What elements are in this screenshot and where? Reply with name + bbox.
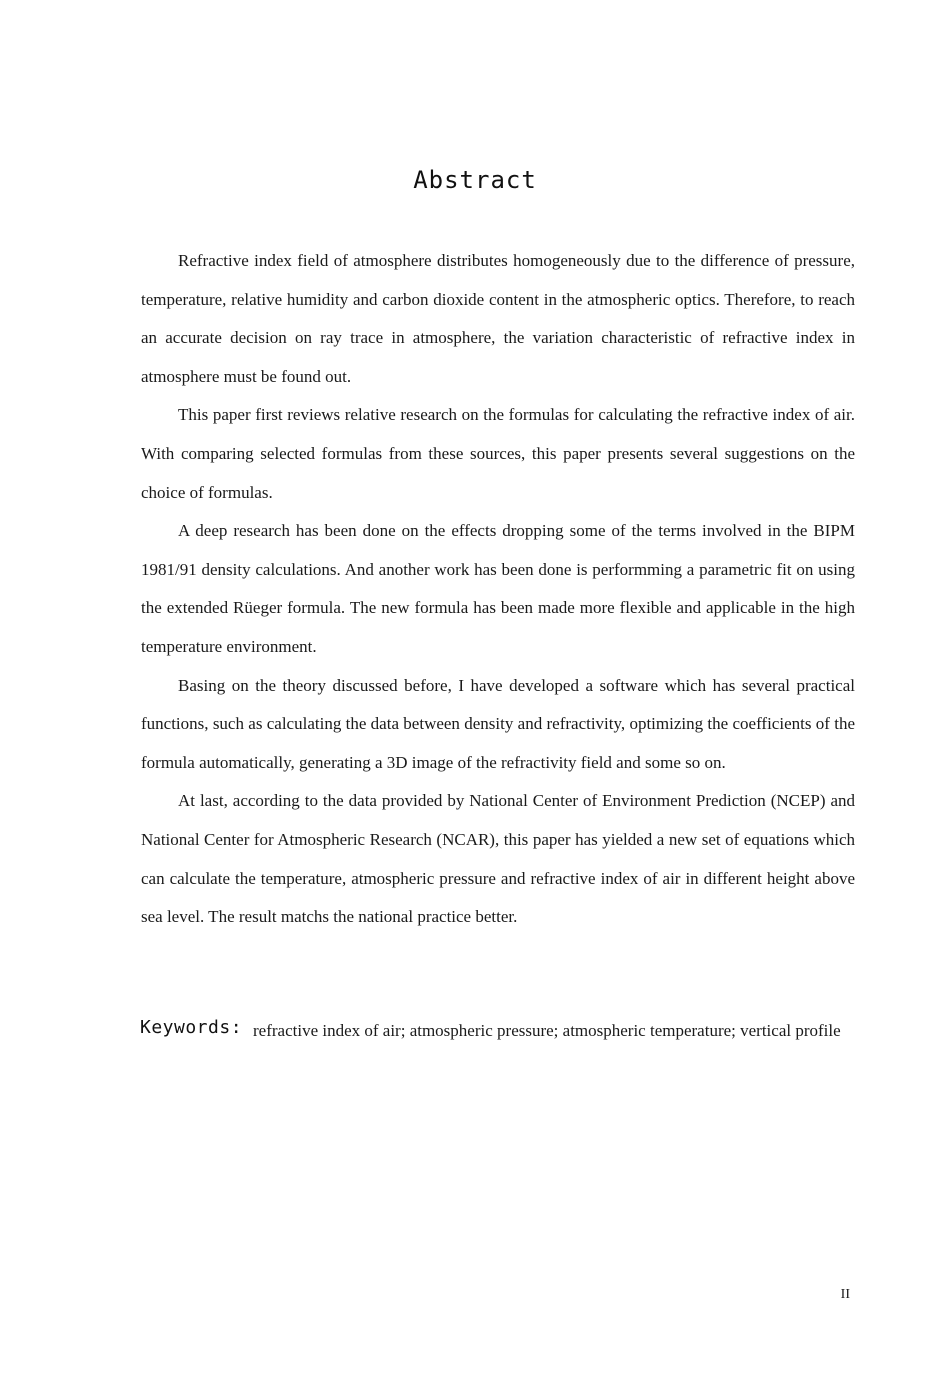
keywords-section	[140, 1016, 855, 1058]
abstract-paragraph-3: A deep research has been done on the effects dropping some of the terms involved in the BIPM 1981/91 density calculations. And another work has been done is performming a parametric fit on using the extended Rüeger formula. The new formula has been made more flexible and applicable in the high temperature environment.	[141, 521, 855, 656]
keywords-list: refractive index of air; atmospheric pressure; atmospheric temperature; vertical profile	[253, 1021, 841, 1040]
abstract-body	[141, 242, 855, 937]
page-number: II	[840, 1287, 850, 1302]
abstract-paragraph-1: Refractive index field of atmosphere distributes homogeneously due to the difference of pressure, temperature, relative humidity and carbon dioxide content in the atmospheric optics. Therefore, to reach an accurate decision on ray trace in atmosphere, the variation characteristic of refractive index in atmosphere must be found out.	[141, 251, 855, 386]
abstract-paragraph-2: This paper first reviews relative research on the formulas for calculating the refractive index of air. With comparing selected formulas from these sources, this paper presents several suggestions on the choice of formulas.	[141, 405, 855, 502]
keywords-label: Keywords:	[140, 1017, 243, 1038]
abstract-paragraph-5: At last, according to the data provided by National Center of Environment Prediction (NCEP) and National Center for Atmospheric Research (NCAR), this paper has yielded a new set of equations which can calculate the temperature, atmospheric pressure and refractive index of air in different height above sea level. The result matchs the national practice better.	[141, 791, 855, 927]
page-title: Abstract	[413, 166, 537, 194]
abstract-paragraph-4: Basing on the theory discussed before, I have developed a software which has several practical functions, such as calculating the data between density and refractivity, optimizing the coefficients of the formula automatically, generating a 3D image of the refractivity field and some so on.	[141, 675, 855, 772]
